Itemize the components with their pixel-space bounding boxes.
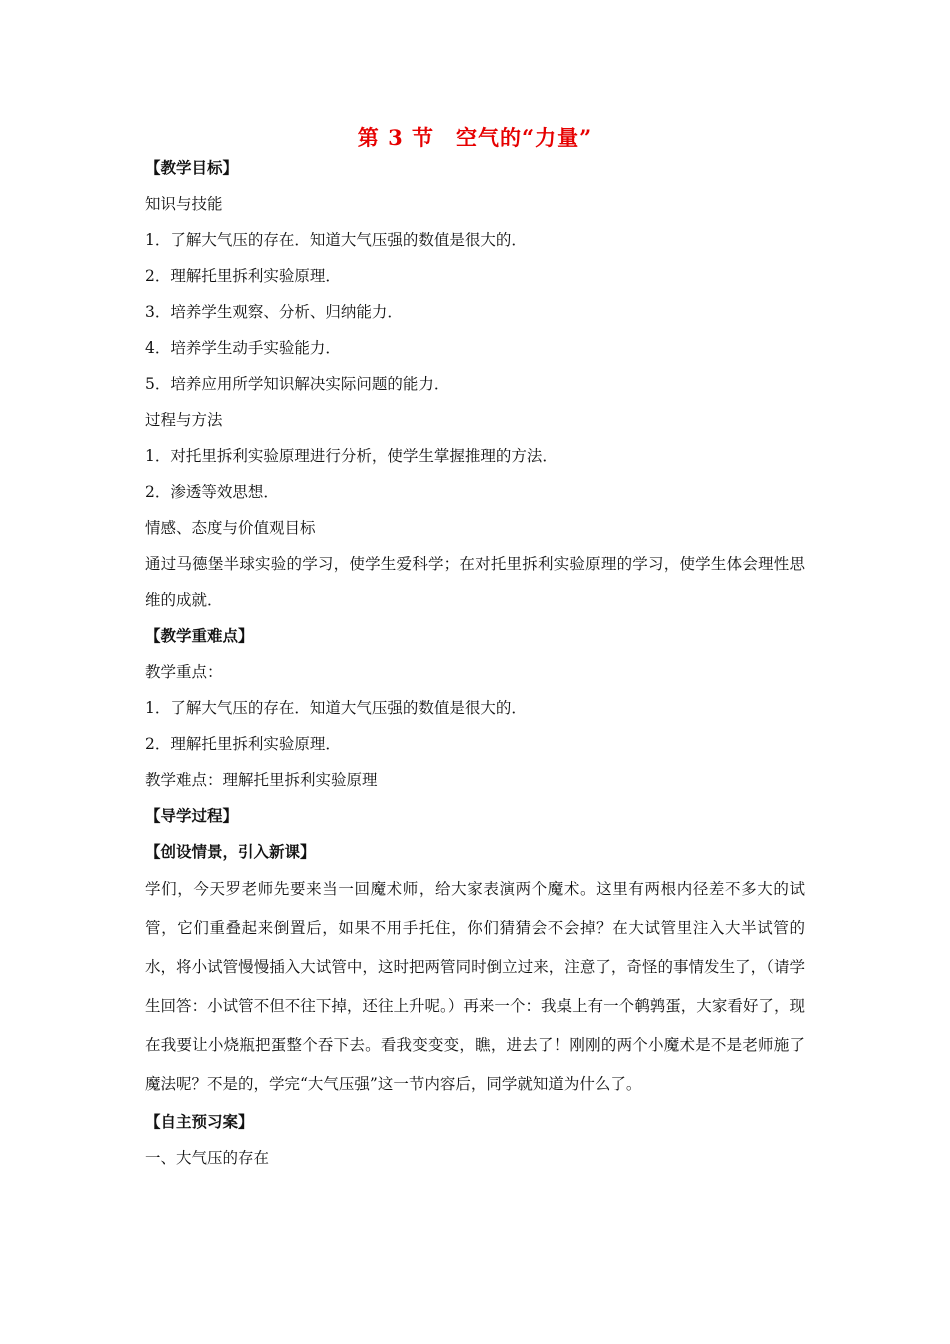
list-item: 1．了解大气压的存在．知道大气压强的数值是很大的．: [145, 231, 527, 249]
key-difficult-heading: 【教学重难点】: [145, 626, 254, 645]
document-body: [145, 150, 805, 1176]
list-item: 3．培养学生观察、分析、归纳能力．: [145, 303, 403, 321]
page-title: 第 3 节 空气的“力量”: [357, 125, 593, 150]
scenario-heading: 【创设情景，引入新课】: [145, 842, 316, 861]
key-points-heading: 教学重点：: [145, 663, 223, 681]
knowledge-heading: 知识与技能: [145, 195, 223, 213]
preview-heading: 【自主预习案】: [145, 1112, 254, 1131]
process-heading: 过程与方法: [145, 411, 223, 429]
scenario-paragraph: 学们，今天罗老师先要来当一回魔术师，给大家表演两个魔术。这里有两根内径差不多大的试管，它们重叠起来倒置后，如果不用手托住，你们猜猜会不会掉？在大试管里注入大半试管的水，将小试管慢慢插入大试管中，这时把两管同时倒立过来，注意了，奇怪的事情发生了，（请学生回答：小试管不但不往下掉，还往上升呢。）再来一个：我桌上有一个鹌鹑蛋，大家看好了，现在我要让小烧瓶把蛋整个吞下去。看我变变变，瞧，进去了！刚刚的两个小魔术是不是老师施了魔法呢？不是的，学完“大气压强”这一节内容后，同学就知道为什么了。: [145, 880, 805, 1093]
objectives-heading: 【教学目标】: [145, 158, 239, 177]
list-item: 2．渗透等效思想．: [145, 483, 279, 501]
list-item: 4．培养学生动手实验能力．: [145, 339, 341, 357]
difficult-point: 教学难点：理解托里拆利实验原理: [145, 771, 378, 789]
list-item: 1．对托里拆利实验原理进行分析，使学生掌握推理的方法．: [145, 447, 558, 465]
preview-item: 一、大气压的存在: [145, 1149, 270, 1167]
list-item: 1．了解大气压的存在．知道大气压强的数值是很大的．: [145, 699, 527, 717]
list-item: 5．培养应用所学知识解决实际问题的能力．: [145, 375, 450, 393]
list-item: 2．理解托里拆利实验原理．: [145, 735, 341, 753]
guide-heading: 【导学过程】: [145, 806, 239, 825]
emotion-paragraph: 通过马德堡半球实验的学习，使学生爱科学；在对托里拆利实验原理的学习，使学生体会理性思维的成就．: [145, 555, 805, 609]
emotion-heading: 情感、态度与价值观目标: [145, 519, 316, 537]
list-item: 2．理解托里拆利实验原理．: [145, 267, 341, 285]
